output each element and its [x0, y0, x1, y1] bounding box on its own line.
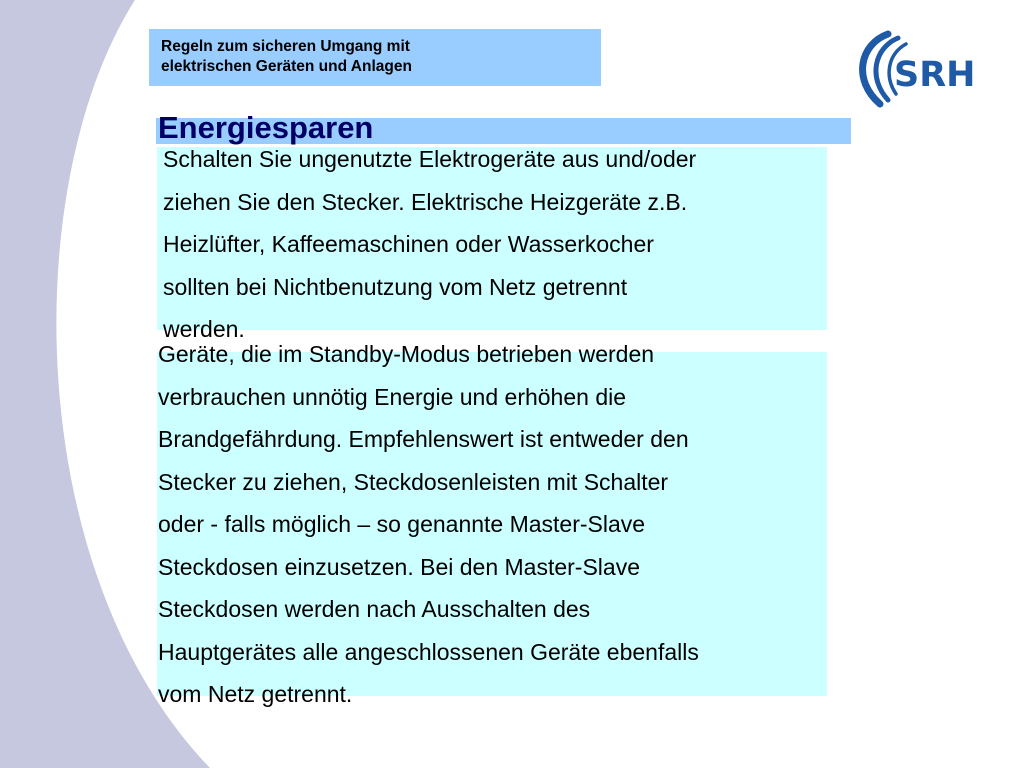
paragraph2-line: Geräte, die im Standby-Modus betrieben werden — [158, 341, 655, 367]
paragraph-standby — [158, 333, 699, 716]
paragraph2-line: verbrauchen unnötig Energie und erhöhen die — [158, 383, 627, 410]
paragraph2-line: oder - falls möglich – so genannte Master-Slave — [158, 511, 646, 537]
paragraph2-line: Steckdosen werden nach Ausschalten des — [158, 596, 591, 622]
paragraph2-line: Stecker zu ziehen, Steckdosenleisten mit Schalter — [158, 468, 669, 495]
header-line-2: elektrischen Geräten und Anlagen — [161, 58, 412, 75]
srh-logo-text: SRH — [894, 55, 976, 95]
header-line-1: Regeln zum sicheren Umgang mit — [161, 38, 410, 55]
paragraph1-line: ziehen Sie den Stecker. Elektrische Heizgeräte z.B. — [163, 188, 688, 215]
paragraph2-line: Brandgefährdung. Empfehlenswert ist entweder den — [158, 426, 689, 452]
paragraph-energy-saving — [163, 138, 696, 351]
paragraph1-line: werden. — [163, 316, 245, 342]
paragraph1-line: sollten bei Nichtbenutzung vom Netz getrennt — [163, 273, 628, 300]
slide-title: Energiesparen — [158, 110, 374, 145]
paragraph1-line: Heizlüfter, Kaffeemaschinen oder Wasserkocher — [163, 231, 654, 257]
slide-header-box — [149, 29, 601, 86]
paragraph2-line: Steckdosen einzusetzen. Bei den Master-Slave — [158, 553, 640, 580]
paragraph2-line: Hauptgerätes alle angeschlossenen Geräte ebenfalls — [158, 638, 699, 665]
paragraph1-line: Schalten Sie ungenutzte Elektrogeräte aus und/oder — [163, 146, 697, 172]
paragraph2-line: vom Netz getrennt. — [158, 681, 353, 707]
srh-logo — [848, 30, 983, 108]
